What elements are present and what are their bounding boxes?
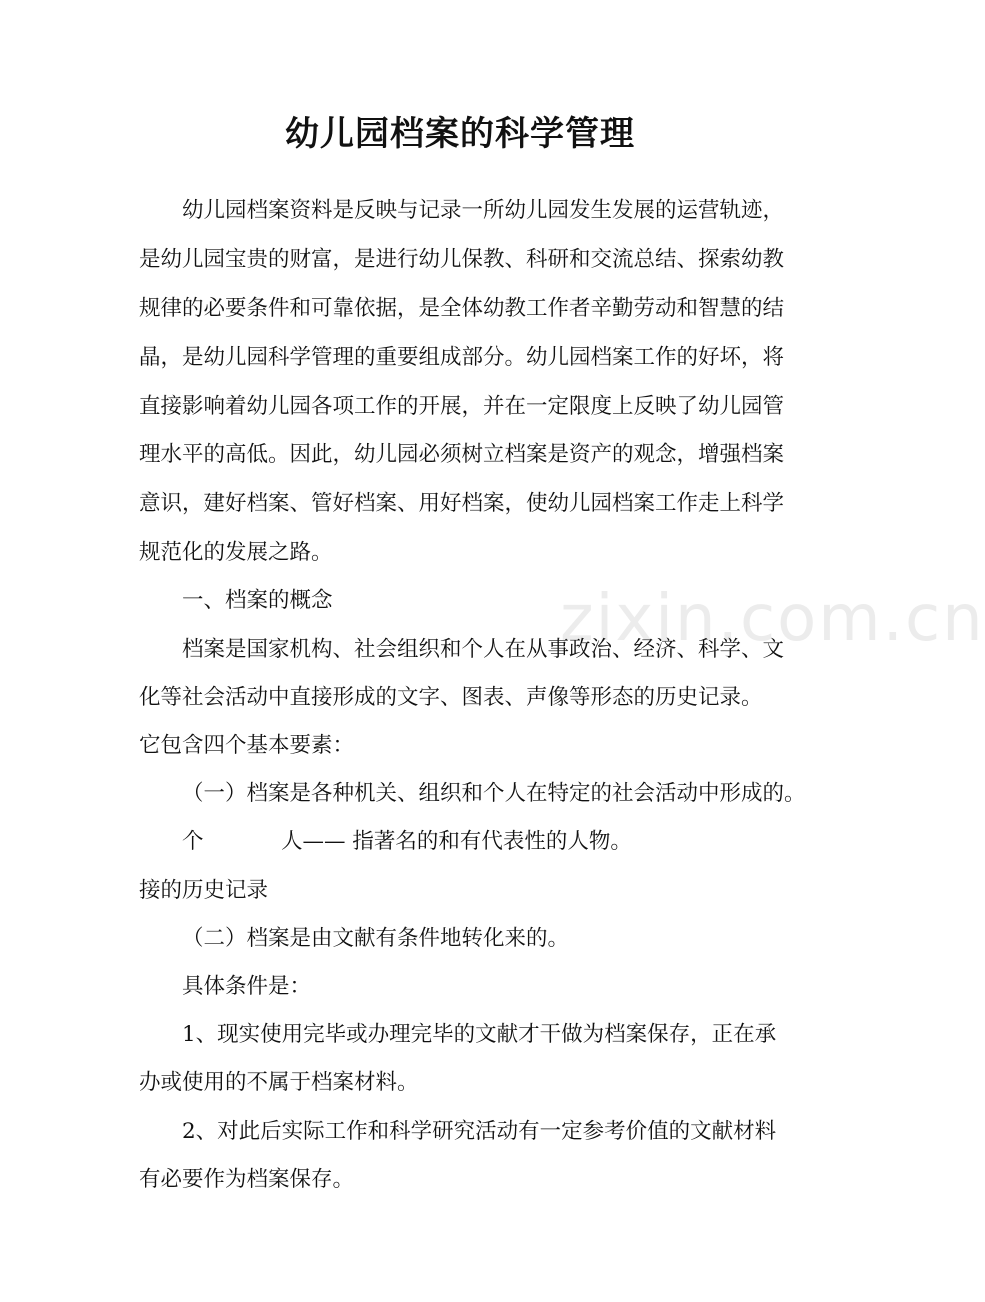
paragraph-line: 幼儿园档案资料是反映与记录一所幼儿园发生发展的运营轨迹， [182, 198, 785, 223]
paragraph-line: 办或使用的不属于档案材料。 [139, 1070, 419, 1095]
paragraph-line: 规范化的发展之路。 [139, 540, 333, 565]
paragraph-line: 化等社会活动中直接形成的文字、图表、声像等形态的历史记录。 [139, 685, 763, 710]
paragraph-line: 意识，建好档案、管好档案、用好档案，使幼儿园档案工作走上科学 [139, 491, 785, 516]
paragraph-line: 是幼儿园宝贵的财富，是进行幼儿保教、科研和交流总结、探索幼教 [139, 247, 785, 272]
paragraph-line: 有必要作为档案保存。 [139, 1167, 355, 1192]
paragraph-line: 具体条件是： [182, 974, 312, 999]
paragraph-line: 档案是国家机构、社会组织和个人在从事政治、经济、科学、文 [182, 637, 785, 662]
paragraph-line: 个 [182, 829, 204, 854]
paragraph-line: 规律的必要条件和可靠依据，是全体幼教工作者辛勤劳动和智慧的结 [139, 296, 785, 321]
paragraph-line: 接的历史记录 [139, 878, 269, 903]
list-item: 1、现实使用完毕或办理完毕的文献才干做为档案保存，正在承 [182, 1022, 777, 1047]
section-heading: 一、档案的概念 [182, 588, 333, 613]
list-item: 2、对此后实际工作和科学研究活动有一定参考价值的文献材料 [182, 1119, 777, 1144]
list-item: （二）档案是由文献有条件地转化来的。 [182, 926, 570, 951]
document-title: 幼儿园档案的科学管理 [285, 114, 635, 154]
watermark: zixin.com.cn [560, 582, 985, 656]
paragraph-line: 人—— 指著名的和有代表性的人物。 [281, 829, 632, 854]
paragraph-line: 晶，是幼儿园科学管理的重要组成部分。幼儿园档案工作的好坏，将 [139, 345, 785, 370]
paragraph-line: 直接影响着幼儿园各项工作的开展，并在一定限度上反映了幼儿园管 [139, 394, 785, 419]
list-item: （一）档案是各种机关、组织和个人在特定的社会活动中形成的。 [182, 781, 806, 806]
paragraph-line: 它包含四个基本要素： [139, 733, 355, 758]
paragraph-line: 理水平的高低。因此，幼儿园必须树立档案是资产的观念，增强档案 [139, 442, 785, 467]
